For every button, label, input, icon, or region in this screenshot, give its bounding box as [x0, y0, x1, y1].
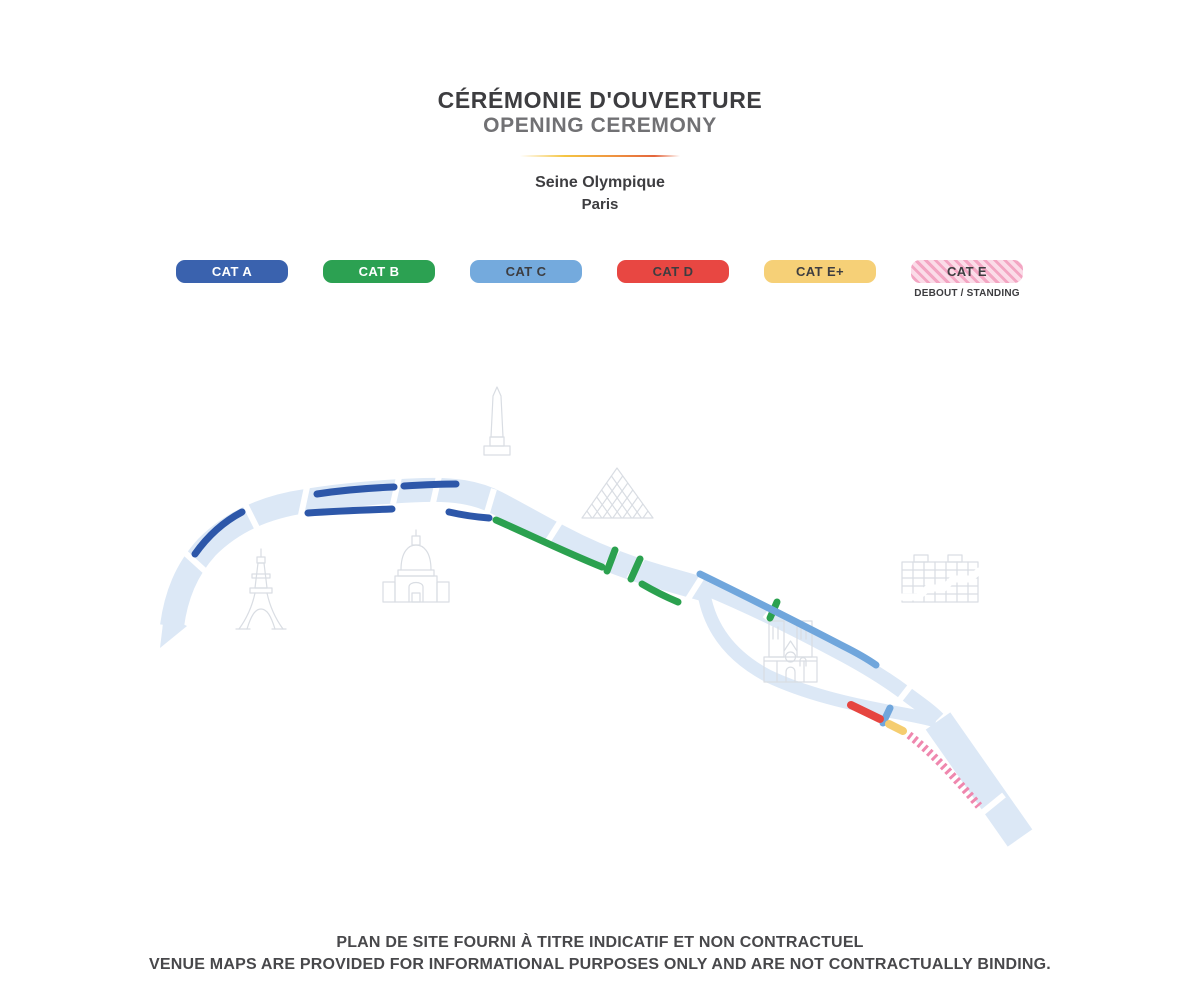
institut-building-icon [900, 555, 979, 602]
seine-river [160, 490, 1020, 838]
cat-e-plus-segments [889, 724, 903, 731]
river-final-stretch [938, 721, 1020, 838]
eiffel-tower-icon [236, 549, 286, 629]
standing-sublabel: DEBOUT / STANDING [914, 288, 1020, 299]
city-name: Paris [581, 196, 619, 213]
legend-badge-cat-e-plus: CAT E+ [764, 260, 876, 283]
disclaimer-fr: PLAN DE SITE FOURNI À TITRE INDICATIF ET NON CONTRACTUEL [336, 934, 864, 951]
invalides-dome-icon [383, 530, 449, 602]
venue-name: Seine Olympique [535, 174, 665, 191]
legend-badge-cat-c: CAT C [470, 260, 582, 283]
disclaimer-en: VENUE MAPS ARE PROVIDED FOR INFORMATIONAL PURPOSES ONLY AND ARE NOT CONTRACTUALLY BINDING. [149, 956, 1051, 973]
page-title-en: OPENING CEREMONY [483, 114, 717, 137]
bridges [183, 476, 1004, 817]
disclaimer [0, 932, 1200, 976]
legend-badge-cat-a: CAT A [176, 260, 288, 283]
concorde-obelisk-icon [484, 387, 510, 455]
legend-badge-cat-e-standing: CAT E [911, 260, 1023, 283]
page-title-fr: CÉRÉMONIE D'OUVERTURE [437, 87, 763, 113]
legend-badge-cat-b: CAT B [323, 260, 435, 283]
legend-badge-cat-d: CAT D [617, 260, 729, 283]
